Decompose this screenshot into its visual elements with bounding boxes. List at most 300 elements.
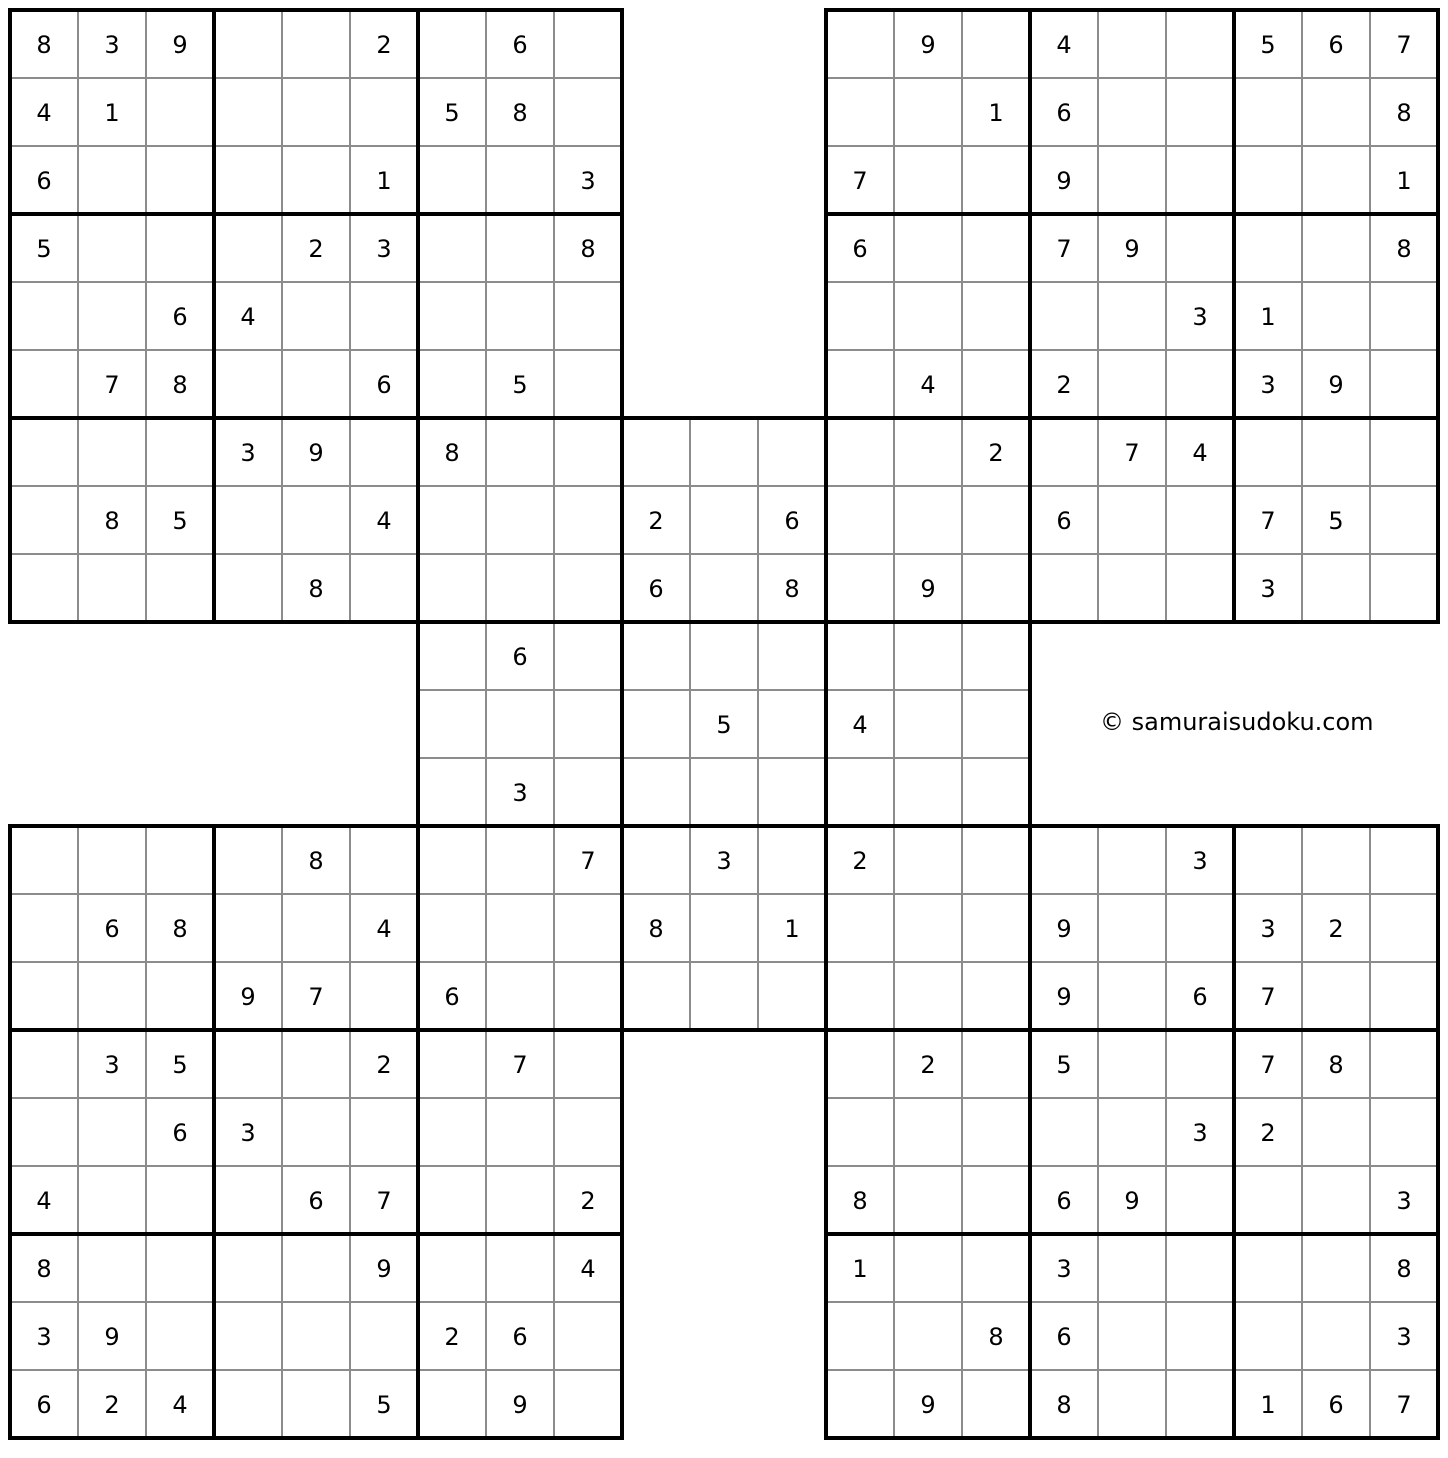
sudoku-cell[interactable] xyxy=(1234,1234,1302,1302)
sudoku-cell[interactable] xyxy=(826,78,894,146)
sudoku-cell[interactable] xyxy=(962,282,1030,350)
sudoku-cell[interactable] xyxy=(214,350,282,418)
sudoku-cell[interactable] xyxy=(418,690,486,758)
sudoku-cell[interactable] xyxy=(690,418,758,486)
given-digit: 3 xyxy=(1192,847,1208,875)
sudoku-cell[interactable] xyxy=(78,214,146,282)
given-digit: 4 xyxy=(36,1187,52,1215)
sudoku-cell[interactable] xyxy=(622,826,690,894)
sudoku-cell[interactable] xyxy=(554,1370,622,1438)
sudoku-cell[interactable] xyxy=(282,350,350,418)
given-digit: 3 xyxy=(1396,1187,1412,1215)
sudoku-cell[interactable] xyxy=(894,214,962,282)
sudoku-cell[interactable] xyxy=(282,1098,350,1166)
sudoku-cell[interactable] xyxy=(282,1370,350,1438)
sudoku-cell[interactable] xyxy=(894,894,962,962)
sudoku-cell[interactable] xyxy=(1166,554,1234,622)
sudoku-cell[interactable] xyxy=(758,690,826,758)
given-digit: 3 xyxy=(240,1119,256,1147)
sudoku-cell[interactable] xyxy=(78,1234,146,1302)
sudoku-cell[interactable] xyxy=(1098,962,1166,1030)
sudoku-cell[interactable] xyxy=(894,146,962,214)
sudoku-cell[interactable] xyxy=(486,1098,554,1166)
given-digit: 6 xyxy=(1056,507,1072,535)
sudoku-cell[interactable] xyxy=(554,78,622,146)
sudoku-cell[interactable] xyxy=(826,894,894,962)
sudoku-cell[interactable] xyxy=(1098,282,1166,350)
sudoku-cell[interactable] xyxy=(554,350,622,418)
sudoku-cell[interactable] xyxy=(758,962,826,1030)
sudoku-cell[interactable] xyxy=(214,554,282,622)
sudoku-cell[interactable] xyxy=(1098,1030,1166,1098)
sudoku-cell[interactable] xyxy=(146,214,214,282)
sudoku-cell[interactable] xyxy=(146,962,214,1030)
given-digit: 8 xyxy=(580,235,596,263)
sudoku-cell[interactable] xyxy=(1166,214,1234,282)
sudoku-cell[interactable] xyxy=(962,10,1030,78)
sudoku-cell[interactable] xyxy=(1098,146,1166,214)
sudoku-cell[interactable] xyxy=(962,146,1030,214)
sudoku-cell[interactable] xyxy=(554,486,622,554)
sudoku-cell[interactable] xyxy=(1370,1030,1438,1098)
sudoku-cell[interactable] xyxy=(826,554,894,622)
given-digit: 5 xyxy=(172,1051,188,1079)
sudoku-cell[interactable] xyxy=(554,282,622,350)
sudoku-cell[interactable] xyxy=(78,962,146,1030)
sudoku-cell[interactable] xyxy=(282,486,350,554)
sudoku-cell[interactable] xyxy=(78,1166,146,1234)
given-digit: 8 xyxy=(172,371,188,399)
sudoku-cell[interactable] xyxy=(622,622,690,690)
given-digit: 7 xyxy=(104,371,120,399)
given-digit: 3 xyxy=(512,779,528,807)
sudoku-cell[interactable] xyxy=(350,826,418,894)
sudoku-cell[interactable] xyxy=(350,282,418,350)
sudoku-cell[interactable] xyxy=(10,1098,78,1166)
sudoku-cell[interactable] xyxy=(282,78,350,146)
sudoku-cell[interactable] xyxy=(1302,826,1370,894)
sudoku-cell[interactable] xyxy=(10,418,78,486)
sudoku-cell[interactable] xyxy=(622,690,690,758)
sudoku-cell[interactable] xyxy=(826,486,894,554)
sudoku-cell[interactable] xyxy=(486,1166,554,1234)
given-digit: 3 xyxy=(104,31,120,59)
sudoku-cell[interactable] xyxy=(826,350,894,418)
given-digit: 4 xyxy=(1192,439,1208,467)
sudoku-cell[interactable] xyxy=(1166,1166,1234,1234)
sudoku-cell[interactable] xyxy=(758,418,826,486)
sudoku-cell[interactable] xyxy=(826,622,894,690)
sudoku-cell[interactable] xyxy=(690,622,758,690)
given-digit: 2 xyxy=(852,847,868,875)
sudoku-cell[interactable] xyxy=(962,350,1030,418)
sudoku-cell[interactable] xyxy=(758,622,826,690)
given-digit: 6 xyxy=(1328,1391,1344,1419)
given-digit: 3 xyxy=(1260,915,1276,943)
sudoku-cell[interactable] xyxy=(826,418,894,486)
sudoku-cell[interactable] xyxy=(146,1234,214,1302)
sudoku-cell[interactable] xyxy=(350,962,418,1030)
sudoku-cell[interactable] xyxy=(418,350,486,418)
given-digit: 2 xyxy=(104,1391,120,1419)
sudoku-cell[interactable] xyxy=(554,418,622,486)
given-digit: 4 xyxy=(376,507,392,535)
sudoku-cell[interactable] xyxy=(486,690,554,758)
sudoku-cell[interactable] xyxy=(758,758,826,826)
sudoku-cell[interactable] xyxy=(826,10,894,78)
given-digit: 5 xyxy=(1260,31,1276,59)
sudoku-cell[interactable] xyxy=(78,554,146,622)
sudoku-cell[interactable] xyxy=(1370,962,1438,1030)
sudoku-cell[interactable] xyxy=(10,554,78,622)
sudoku-cell[interactable] xyxy=(1302,1302,1370,1370)
given-digit: 2 xyxy=(920,1051,936,1079)
sudoku-cell[interactable] xyxy=(214,894,282,962)
sudoku-cell[interactable] xyxy=(214,1166,282,1234)
sudoku-cell[interactable] xyxy=(418,1098,486,1166)
sudoku-cell[interactable] xyxy=(962,214,1030,282)
given-digit: 6 xyxy=(36,1391,52,1419)
given-digit: 7 xyxy=(512,1051,528,1079)
sudoku-cell[interactable] xyxy=(962,1234,1030,1302)
sudoku-cell[interactable] xyxy=(350,554,418,622)
sudoku-cell[interactable] xyxy=(78,146,146,214)
sudoku-cell[interactable] xyxy=(214,826,282,894)
given-digit: 9 xyxy=(376,1255,392,1283)
sudoku-cell[interactable] xyxy=(418,1166,486,1234)
sudoku-cell[interactable] xyxy=(1302,1098,1370,1166)
sudoku-cell[interactable] xyxy=(418,1234,486,1302)
sudoku-cell[interactable] xyxy=(1166,1234,1234,1302)
sudoku-cell[interactable] xyxy=(214,1302,282,1370)
sudoku-cell[interactable] xyxy=(1302,962,1370,1030)
sudoku-cell[interactable] xyxy=(214,486,282,554)
sudoku-cell[interactable] xyxy=(1166,146,1234,214)
sudoku-cell[interactable] xyxy=(214,146,282,214)
sudoku-cell[interactable] xyxy=(1098,1302,1166,1370)
sudoku-cell[interactable] xyxy=(78,418,146,486)
sudoku-cell[interactable] xyxy=(350,1302,418,1370)
sudoku-cell[interactable] xyxy=(690,554,758,622)
sudoku-cell[interactable] xyxy=(554,894,622,962)
sudoku-cell[interactable] xyxy=(962,486,1030,554)
sudoku-cell[interactable] xyxy=(350,78,418,146)
given-digit: 8 xyxy=(1396,235,1412,263)
given-digit: 3 xyxy=(580,167,596,195)
sudoku-cell[interactable] xyxy=(418,622,486,690)
sudoku-cell[interactable] xyxy=(894,1302,962,1370)
sudoku-cell[interactable] xyxy=(1166,1370,1234,1438)
given-digit: 6 xyxy=(172,1119,188,1147)
sudoku-cell[interactable] xyxy=(1098,1098,1166,1166)
sudoku-cell[interactable] xyxy=(418,894,486,962)
sudoku-cell[interactable] xyxy=(962,1030,1030,1098)
sudoku-cell[interactable] xyxy=(622,962,690,1030)
given-digit: 2 xyxy=(648,507,664,535)
sudoku-cell[interactable] xyxy=(1098,350,1166,418)
sudoku-cell[interactable] xyxy=(1234,1302,1302,1370)
given-digit: 6 xyxy=(512,31,528,59)
sudoku-cell[interactable] xyxy=(486,962,554,1030)
sudoku-cell[interactable] xyxy=(826,1370,894,1438)
sudoku-cell[interactable] xyxy=(554,758,622,826)
sudoku-cell[interactable] xyxy=(962,758,1030,826)
sudoku-cell[interactable] xyxy=(418,10,486,78)
sudoku-cell[interactable] xyxy=(214,1234,282,1302)
sudoku-cell[interactable] xyxy=(214,214,282,282)
sudoku-cell[interactable] xyxy=(418,486,486,554)
sudoku-cell[interactable] xyxy=(1370,1098,1438,1166)
sudoku-cell[interactable] xyxy=(1166,894,1234,962)
sudoku-cell[interactable] xyxy=(486,486,554,554)
sudoku-cell[interactable] xyxy=(10,282,78,350)
sudoku-cell[interactable] xyxy=(1098,1234,1166,1302)
sudoku-cell[interactable] xyxy=(486,214,554,282)
sudoku-cell[interactable] xyxy=(554,1030,622,1098)
given-digit: 8 xyxy=(444,439,460,467)
sudoku-cell[interactable] xyxy=(894,826,962,894)
sudoku-cell[interactable] xyxy=(1166,10,1234,78)
sudoku-cell[interactable] xyxy=(690,894,758,962)
sudoku-cell[interactable] xyxy=(1030,1098,1098,1166)
sudoku-cell[interactable] xyxy=(1370,282,1438,350)
given-digit: 8 xyxy=(1056,1391,1072,1419)
given-digit: 1 xyxy=(784,915,800,943)
given-digit: 3 xyxy=(36,1323,52,1351)
copyright-notice: © samuraisudoku.com xyxy=(1100,708,1374,736)
sudoku-cell[interactable] xyxy=(214,1370,282,1438)
sudoku-cell[interactable] xyxy=(1166,1302,1234,1370)
given-digit: 3 xyxy=(1260,371,1276,399)
given-digit: 9 xyxy=(920,31,936,59)
sudoku-cell[interactable] xyxy=(894,622,962,690)
sudoku-cell[interactable] xyxy=(350,418,418,486)
sudoku-cell[interactable] xyxy=(1370,554,1438,622)
given-digit: 1 xyxy=(852,1255,868,1283)
sudoku-cell[interactable] xyxy=(146,146,214,214)
sudoku-cell[interactable] xyxy=(282,10,350,78)
sudoku-cell[interactable] xyxy=(10,486,78,554)
sudoku-cell[interactable] xyxy=(10,962,78,1030)
sudoku-cell[interactable] xyxy=(554,554,622,622)
sudoku-cell[interactable] xyxy=(1030,554,1098,622)
sudoku-cell[interactable] xyxy=(78,826,146,894)
sudoku-cell[interactable] xyxy=(146,554,214,622)
sudoku-cell[interactable] xyxy=(554,962,622,1030)
sudoku-cell[interactable] xyxy=(1166,350,1234,418)
given-digit: 8 xyxy=(36,1255,52,1283)
sudoku-cell[interactable] xyxy=(826,758,894,826)
sudoku-cell[interactable] xyxy=(418,146,486,214)
sudoku-cell[interactable] xyxy=(962,554,1030,622)
sudoku-cell[interactable] xyxy=(1166,1030,1234,1098)
sudoku-cell[interactable] xyxy=(1234,214,1302,282)
sudoku-cell[interactable] xyxy=(10,894,78,962)
sudoku-cell[interactable] xyxy=(554,10,622,78)
given-digit: 1 xyxy=(1260,303,1276,331)
sudoku-cell[interactable] xyxy=(962,1166,1030,1234)
sudoku-cell[interactable] xyxy=(146,826,214,894)
sudoku-cell[interactable] xyxy=(10,1030,78,1098)
given-digit: 4 xyxy=(36,99,52,127)
sudoku-cell[interactable] xyxy=(1098,554,1166,622)
sudoku-cell[interactable] xyxy=(1234,826,1302,894)
sudoku-cell[interactable] xyxy=(962,826,1030,894)
sudoku-cell[interactable] xyxy=(826,1030,894,1098)
given-digit: 6 xyxy=(444,983,460,1011)
sudoku-cell[interactable] xyxy=(1098,826,1166,894)
sudoku-cell[interactable] xyxy=(282,1234,350,1302)
sudoku-cell[interactable] xyxy=(282,1302,350,1370)
sudoku-cell[interactable] xyxy=(78,1098,146,1166)
sudoku-cell[interactable] xyxy=(1302,418,1370,486)
sudoku-cell[interactable] xyxy=(1302,554,1370,622)
sudoku-cell[interactable] xyxy=(146,78,214,146)
sudoku-cell[interactable] xyxy=(1166,486,1234,554)
sudoku-cell[interactable] xyxy=(1370,894,1438,962)
sudoku-cell[interactable] xyxy=(146,1166,214,1234)
sudoku-cell[interactable] xyxy=(622,758,690,826)
sudoku-cell[interactable] xyxy=(486,282,554,350)
sudoku-cell[interactable] xyxy=(894,282,962,350)
given-digit: 7 xyxy=(580,847,596,875)
sudoku-cell[interactable] xyxy=(418,758,486,826)
sudoku-cell[interactable] xyxy=(554,1302,622,1370)
sudoku-cell[interactable] xyxy=(826,282,894,350)
sudoku-cell[interactable] xyxy=(622,418,690,486)
given-digit: 3 xyxy=(1192,303,1208,331)
sudoku-cell[interactable] xyxy=(962,1370,1030,1438)
given-digit: 5 xyxy=(376,1391,392,1419)
sudoku-cell[interactable] xyxy=(894,78,962,146)
sudoku-cell[interactable] xyxy=(554,1098,622,1166)
sudoku-cell[interactable] xyxy=(826,1302,894,1370)
given-digit: 5 xyxy=(36,235,52,263)
sudoku-cell[interactable] xyxy=(554,690,622,758)
sudoku-cell[interactable] xyxy=(1030,282,1098,350)
sudoku-cell[interactable] xyxy=(894,418,962,486)
given-digit: 6 xyxy=(852,235,868,263)
sudoku-cell[interactable] xyxy=(826,1098,894,1166)
sudoku-cell[interactable] xyxy=(10,350,78,418)
sudoku-cell[interactable] xyxy=(486,146,554,214)
given-digit: 2 xyxy=(1260,1119,1276,1147)
sudoku-cell[interactable] xyxy=(486,826,554,894)
sudoku-cell[interactable] xyxy=(214,10,282,78)
sudoku-cell[interactable] xyxy=(894,1166,962,1234)
given-digit: 6 xyxy=(1056,1323,1072,1351)
sudoku-cell[interactable] xyxy=(962,690,1030,758)
sudoku-cell[interactable] xyxy=(554,622,622,690)
sudoku-cell[interactable] xyxy=(418,1370,486,1438)
sudoku-cell[interactable] xyxy=(1302,1166,1370,1234)
sudoku-cell[interactable] xyxy=(418,282,486,350)
sudoku-cell[interactable] xyxy=(78,282,146,350)
sudoku-cell[interactable] xyxy=(1370,350,1438,418)
given-digit: 6 xyxy=(1328,31,1344,59)
sudoku-cell[interactable] xyxy=(1370,418,1438,486)
sudoku-cell[interactable] xyxy=(214,78,282,146)
sudoku-cell[interactable] xyxy=(486,554,554,622)
sudoku-cell[interactable] xyxy=(1370,826,1438,894)
sudoku-cell[interactable] xyxy=(282,282,350,350)
sudoku-cell[interactable] xyxy=(962,962,1030,1030)
sudoku-cell[interactable] xyxy=(1302,282,1370,350)
sudoku-cell[interactable] xyxy=(1370,486,1438,554)
sudoku-cell[interactable] xyxy=(1302,214,1370,282)
given-digit: 7 xyxy=(376,1187,392,1215)
sudoku-cell[interactable] xyxy=(1234,146,1302,214)
sudoku-cell[interactable] xyxy=(894,1098,962,1166)
sudoku-cell[interactable] xyxy=(418,826,486,894)
sudoku-cell[interactable] xyxy=(1098,894,1166,962)
given-digit: 7 xyxy=(1124,439,1140,467)
sudoku-cell[interactable] xyxy=(962,622,1030,690)
sudoku-cell[interactable] xyxy=(282,894,350,962)
given-digit: 3 xyxy=(104,1051,120,1079)
given-digit: 8 xyxy=(104,507,120,535)
sudoku-cell[interactable] xyxy=(282,146,350,214)
given-digit: 5 xyxy=(1056,1051,1072,1079)
given-digit: 5 xyxy=(512,371,528,399)
sudoku-cell[interactable] xyxy=(1098,10,1166,78)
sudoku-cell[interactable] xyxy=(1234,78,1302,146)
sudoku-cell[interactable] xyxy=(690,486,758,554)
sudoku-cell[interactable] xyxy=(1302,1234,1370,1302)
sudoku-cell[interactable] xyxy=(826,962,894,1030)
sudoku-cell[interactable] xyxy=(690,962,758,1030)
sudoku-cell[interactable] xyxy=(1302,78,1370,146)
sudoku-cell[interactable] xyxy=(282,1030,350,1098)
sudoku-cell[interactable] xyxy=(962,1098,1030,1166)
sudoku-cell[interactable] xyxy=(1234,418,1302,486)
given-digit: 2 xyxy=(308,235,324,263)
sudoku-cell[interactable] xyxy=(894,486,962,554)
sudoku-cell[interactable] xyxy=(758,826,826,894)
sudoku-cell[interactable] xyxy=(214,1030,282,1098)
sudoku-cell[interactable] xyxy=(894,690,962,758)
sudoku-cell[interactable] xyxy=(894,1234,962,1302)
sudoku-cell[interactable] xyxy=(418,1030,486,1098)
sudoku-cell[interactable] xyxy=(486,1234,554,1302)
sudoku-cell[interactable] xyxy=(486,894,554,962)
sudoku-cell[interactable] xyxy=(10,826,78,894)
given-digit: 6 xyxy=(36,167,52,195)
sudoku-cell[interactable] xyxy=(690,758,758,826)
sudoku-cell[interactable] xyxy=(418,554,486,622)
sudoku-cell[interactable] xyxy=(418,214,486,282)
sudoku-cell[interactable] xyxy=(486,418,554,486)
sudoku-cell[interactable] xyxy=(1030,418,1098,486)
sudoku-cell[interactable] xyxy=(1234,1166,1302,1234)
sudoku-cell[interactable] xyxy=(1098,486,1166,554)
sudoku-cell[interactable] xyxy=(1166,78,1234,146)
sudoku-cell[interactable] xyxy=(1030,826,1098,894)
sudoku-cell[interactable] xyxy=(894,962,962,1030)
sudoku-cell[interactable] xyxy=(962,894,1030,962)
sudoku-cell[interactable] xyxy=(146,1302,214,1370)
given-digit: 9 xyxy=(172,31,188,59)
sudoku-cell[interactable] xyxy=(146,418,214,486)
given-digit: 4 xyxy=(376,915,392,943)
sudoku-cell[interactable] xyxy=(350,1098,418,1166)
sudoku-cell[interactable] xyxy=(1302,146,1370,214)
given-digit: 4 xyxy=(852,711,868,739)
given-digit: 3 xyxy=(1260,575,1276,603)
sudoku-cell[interactable] xyxy=(894,758,962,826)
sudoku-cell[interactable] xyxy=(1098,1370,1166,1438)
sudoku-cell[interactable] xyxy=(1098,78,1166,146)
